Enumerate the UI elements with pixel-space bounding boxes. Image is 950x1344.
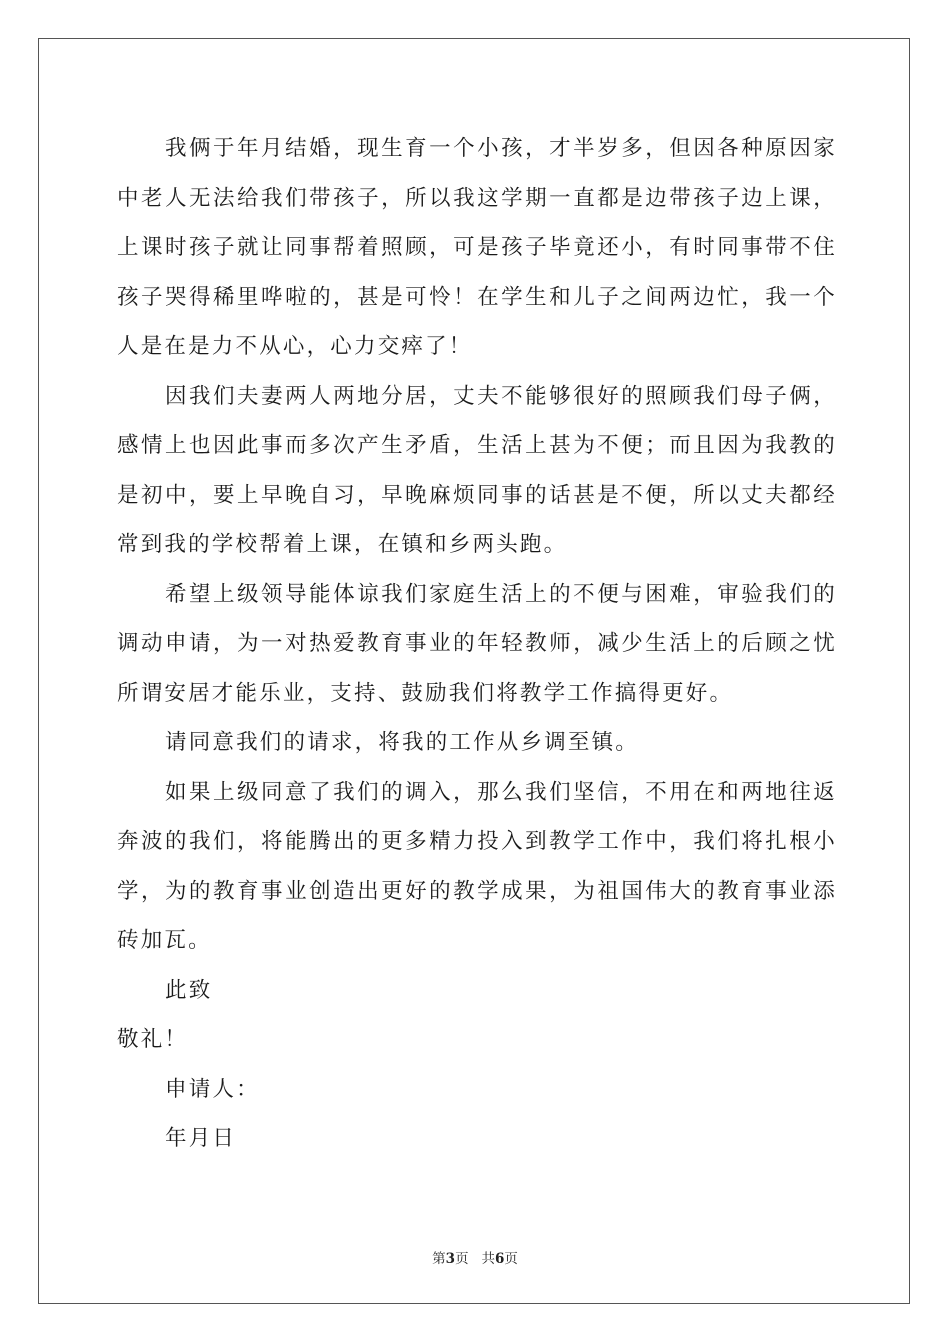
date-label: 年月日 [165, 1126, 237, 1151]
total-pages-number: 6 [494, 1251, 505, 1267]
paragraph-3: 希望上级领导能体谅我们家庭生活上的不便与困难，审验我们的调动申请，为一对热爱教育事业的年轻教师，减少生活上的后顾之忧所谓安居才能乐业，支持、鼓励我们将教学工作搞得更好。 [117, 581, 837, 706]
paragraph-1: 我俩于年月结婚，现生育一个小孩，才半岁多，但因各种原因家中老人无法给我们带孩子，所以我这学期一直都是边带孩子边上课，上课时孩子就让同事帮着照顾，可是孩子毕竟还小，有时同事带不住孩子哭得稀里哗啦的，甚是可怜！在学生和儿子之间两边忙，我一个人是在是力不从心，心力交瘁了！ [117, 136, 837, 359]
total-suffix: 页 [504, 1251, 518, 1267]
page-suffix: 页 [455, 1251, 469, 1267]
current-page-number: 3 [445, 1251, 456, 1267]
salutation-line: 敬礼！ [117, 1027, 189, 1052]
paragraph-4: 请同意我们的请求，将我的工作从乡调至镇。 [165, 730, 640, 755]
paragraph-2: 因我们夫妻两人两地分居，丈夫不能够很好的照顾我们母子俩，感情上也因此事而多次产生矛盾，生活上甚为不便；而且因为我教的是初中，要上早晚自习，早晚麻烦同事的话甚是不便，所以丈夫都经常到我的学校帮着上课，在镇和乡两头跑。 [117, 383, 837, 557]
closing-line: 此致 [165, 977, 213, 1003]
page-footer [0, 1247, 950, 1267]
letter-body [117, 124, 837, 1164]
total-prefix: 共 [481, 1251, 495, 1267]
paragraph-5: 如果上级同意了我们的调入，那么我们坚信，不用在和两地往返奔波的我们，将能腾出的更多精力投入到教学工作中，我们将扎根小学，为的教育事业创造出更好的教学成果，为祖国伟大的教育事业添砖加瓦。 [117, 779, 837, 953]
applicant-label: 申请人： [165, 1076, 260, 1102]
page-prefix: 第 [432, 1251, 446, 1267]
